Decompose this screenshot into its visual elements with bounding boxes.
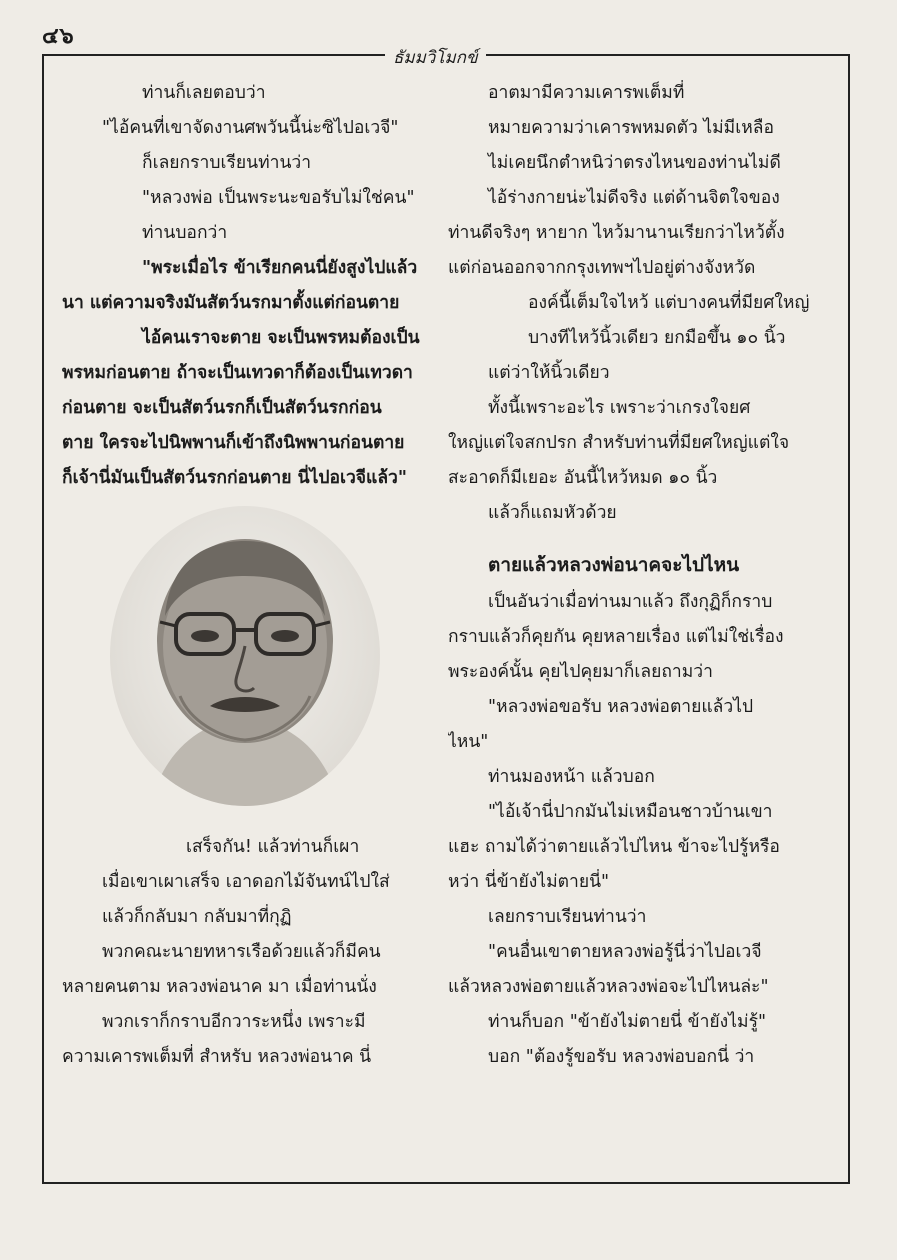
portrait-illustration — [110, 506, 380, 806]
text-line: ไหน" — [448, 732, 489, 752]
right-lower-text — [448, 585, 840, 1075]
text-line: เมื่อเขาเผาเสร็จ เอาดอกไม้จันทน์ไปใส่ — [102, 872, 390, 892]
text-line: เลยกราบเรียนท่านว่า — [488, 907, 647, 927]
text-line: เป็นอันว่าเมื่อท่านมาแล้ว ถึงกุฏิก็กราบ — [488, 592, 773, 612]
section-heading: ตายแล้วหลวงพ่อนาคจะไปไหน — [488, 554, 740, 576]
text-line: แล้วก็กลับมา กลับมาที่กุฏิ — [102, 907, 292, 927]
text-line: ความเคารพเต็มที่ สำหรับ หลวงพ่อนาค นี่ — [62, 1047, 372, 1067]
monk-portrait-photo — [110, 506, 380, 806]
text-line: บอก "ต้องรู้ขอรับ หลวงพ่อบอกนี่ ว่า — [488, 1047, 755, 1067]
text-line: ใหญ่แต่ใจสกปรก สำหรับท่านที่มียศใหญ่แต่ใจ — [448, 433, 790, 453]
running-title: ธัมมวิโมกข์ — [385, 44, 486, 71]
text-line: แต่ก่อนออกจากกรุงเทพฯไปอยู่ต่างจังหวัด — [448, 258, 756, 278]
text-line: "คนอื่นเขาตายหลวงพ่อรู้นี่ว่าไปอเวจี — [488, 942, 762, 962]
text-line: ทั้งนี้เพราะอะไร เพราะว่าเกรงใจยศ — [488, 398, 751, 418]
text-line: ท่านก็เลยตอบว่า — [142, 83, 266, 103]
right-upper-text — [448, 76, 840, 531]
text-line: เสร็จกัน! แล้วท่านก็เผา — [186, 837, 360, 857]
text-line: ท่านมองหน้า แล้วบอก — [488, 767, 655, 787]
text-line: "หลวงพ่อ เป็นพระนะขอรับไม่ใช่คน" — [142, 188, 415, 208]
left-column — [62, 76, 430, 1075]
text-line: หมายความว่าเคารพหมดตัว ไม่มีเหลือ — [488, 118, 774, 138]
text-line: นา แต่ความจริงมันสัตว์นรกมาตั้งแต่ก่อนตาย — [62, 293, 400, 313]
text-line: ก็เจ้านี่มันเป็นสัตว์นรกก่อนตาย นี่ไปอเวจีแล้ว" — [62, 468, 408, 488]
text-line: แล้วก็แถมหัวด้วย — [488, 503, 617, 523]
text-line: พวกคณะนายทหารเรือด้วยแล้วก็มีคน — [102, 942, 381, 962]
text-line: "พระเมื่อไร ข้าเรียกคนนี่ยังสูงไปแล้ว — [142, 258, 418, 278]
text-line: หลายคนตาม หลวงพ่อนาค มา เมื่อท่านนั่ง — [62, 977, 377, 997]
text-line: ไม่เคยนึกตำหนิว่าตรงไหนของท่านไม่ดี — [488, 153, 781, 173]
text-line: อาตมามีความเคารพเต็มที่ — [488, 83, 685, 103]
text-line: บางทีไหว้นิ้วเดียว ยกมือขึ้น ๑๐ นิ้ว — [528, 328, 786, 348]
text-line: แล้วหลวงพ่อตายแล้วหลวงพ่อจะไปไหนล่ะ" — [448, 977, 769, 997]
text-line: "ไอ้คนที่เขาจัดงานศพวันนี้น่ะซิไปอเวจี" — [102, 118, 399, 138]
right-column — [448, 76, 840, 1075]
left-upper-text — [62, 76, 430, 496]
text-line: ไอ้ร่างกายน่ะไม่ดีจริง แต่ด้านจิตใจของ — [488, 188, 780, 208]
text-line: แต่ว่าให้นิ้วเดียว — [488, 363, 610, 383]
text-line: "ไอ้เจ้านี่ปากมันไม่เหมือนชาวบ้านเขา — [488, 802, 773, 822]
page-number: ๔๖ — [42, 24, 75, 49]
text-line: พวกเราก็กราบอีกวาระหนึ่ง เพราะมี — [102, 1012, 366, 1032]
text-line: แฮะ ถามได้ว่าตายแล้วไปไหน ข้าจะไปรู้หรือ — [448, 837, 780, 857]
text-line: ตาย ใครจะไปนิพพานก็เข้าถึงนิพพานก่อนตาย — [62, 433, 405, 453]
text-line: ท่านก็บอก "ข้ายังไม่ตายนี่ ข้ายังไม่รู้" — [488, 1012, 767, 1032]
text-line: "หลวงพ่อขอรับ หลวงพ่อตายแล้วไป — [488, 697, 754, 717]
text-line: ไอ้คนเราจะตาย จะเป็นพรหมต้องเป็น — [142, 328, 420, 348]
text-line: ก็เลยกราบเรียนท่านว่า — [142, 153, 312, 173]
text-line: ท่านบอกว่า — [142, 223, 228, 243]
left-lower-text — [62, 830, 430, 1075]
text-line: พรหมก่อนตาย ถ้าจะเป็นเทวดาก็ต้องเป็นเทวดา — [62, 363, 413, 383]
text-line: ก่อนตาย จะเป็นสัตว์นรกก็เป็นสัตว์นรกก่อน — [62, 398, 382, 418]
text-line: กราบแล้วก็คุยกัน คุยหลายเรื่อง แต่ไม่ใช่เรื่อง — [448, 627, 784, 647]
text-line: ท่านดีจริงๆ หายาก ไหว้มานานเรียกว่าไหว้ตั้ง — [448, 223, 785, 243]
text-line: สะอาดก็มีเยอะ อันนี้ไหว้หมด ๑๐ นิ้ว — [448, 468, 718, 488]
text-line: พระองค์นั้น คุยไปคุยมาก็เลยถามว่า — [448, 662, 713, 682]
text-line: หว่า นี่ข้ายังไม่ตายนี่" — [448, 872, 610, 892]
text-line: องค์นี้เต็มใจไหว้ แต่บางคนที่มียศใหญ่ — [528, 293, 810, 313]
